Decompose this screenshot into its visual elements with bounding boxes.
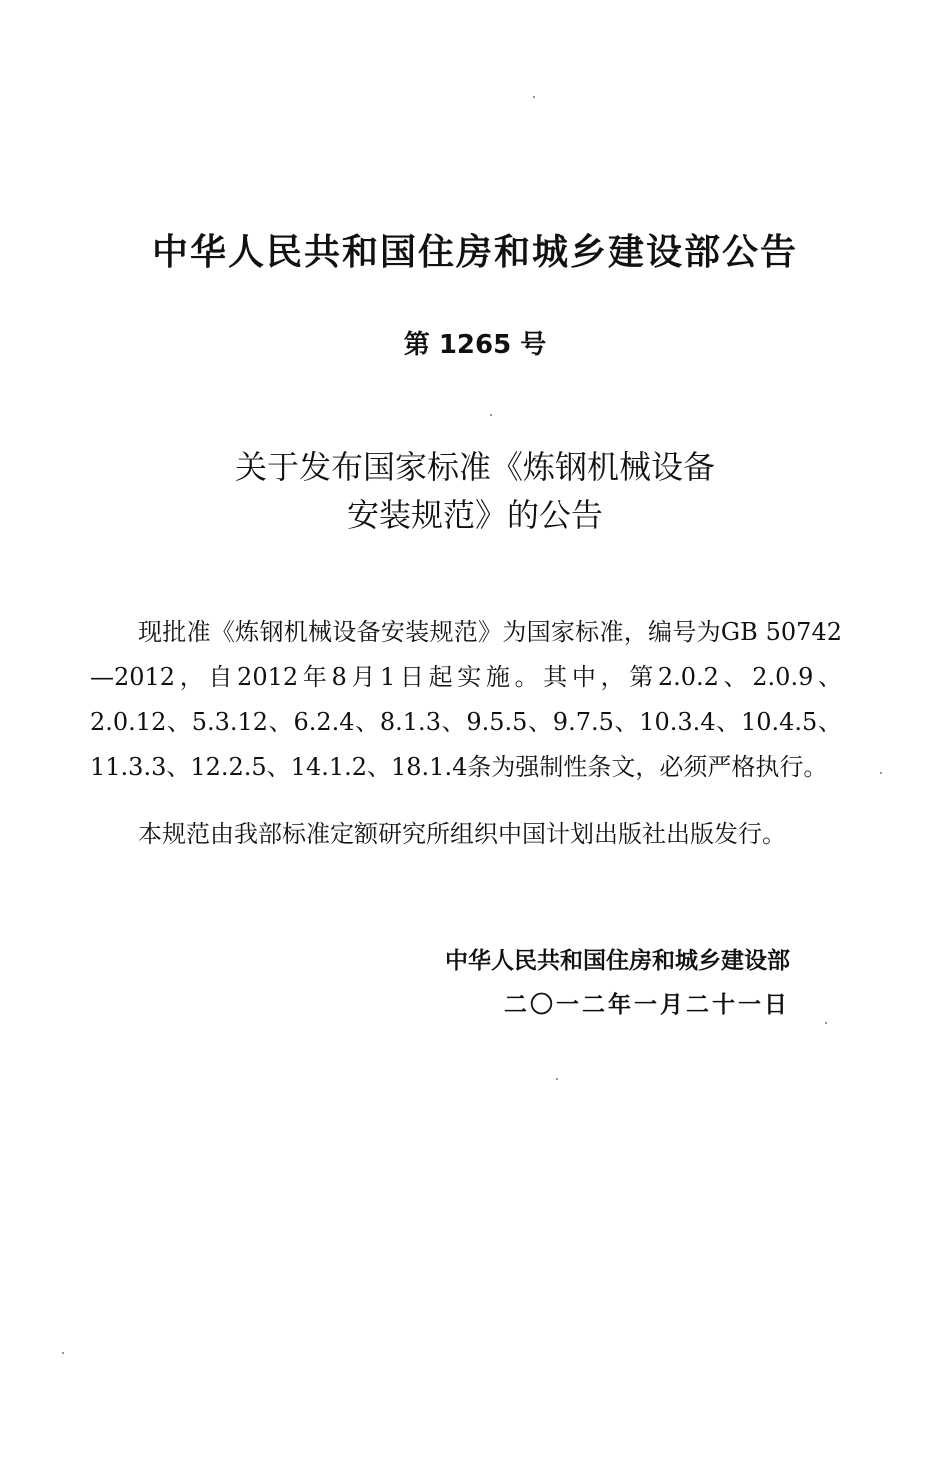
- body-paragraph-1-block: [90, 610, 842, 790]
- announcement-subject-line-1: 关于发布国家标准《炼钢机械设备: [234, 448, 715, 486]
- announcement-number: 第 1265 号: [403, 330, 547, 360]
- announcement-subject-line-2: 安装规范》的公告: [346, 496, 603, 534]
- body-paragraph-2-block: [90, 812, 842, 857]
- announcement-org-title: 中华人民共和国住房和城乡建设部公告: [151, 232, 798, 273]
- scan-speck: [825, 1022, 827, 1024]
- signature-organization: 中华人民共和国住房和城乡建设部: [445, 948, 790, 974]
- scan-speck: [490, 414, 492, 416]
- scan-speck: [880, 772, 882, 774]
- signature-date: 二〇一二年一月二十一日: [504, 992, 790, 1018]
- body-paragraph-1: 现批准《炼钢机械设备安装规范》为国家标准，编号为GB 50742—2012，自2012年8月1日起实施。其中，第2.0.2、2.0.9、2.0.12、5.3.12、6.2.4、8.1.3、9.5.5、9.7.5、10.3.4、10.4.5、11.3.3、12.2.5、14.1.2、18.1.4条为强制性条文，必须严格执行。: [90, 618, 842, 781]
- scan-speck: [533, 96, 535, 98]
- scan-speck: [556, 1078, 558, 1080]
- scan-speck: [62, 1352, 64, 1354]
- body-paragraph-2: 本规范由我部标准定额研究所组织中国计划出版社出版发行。: [138, 820, 786, 848]
